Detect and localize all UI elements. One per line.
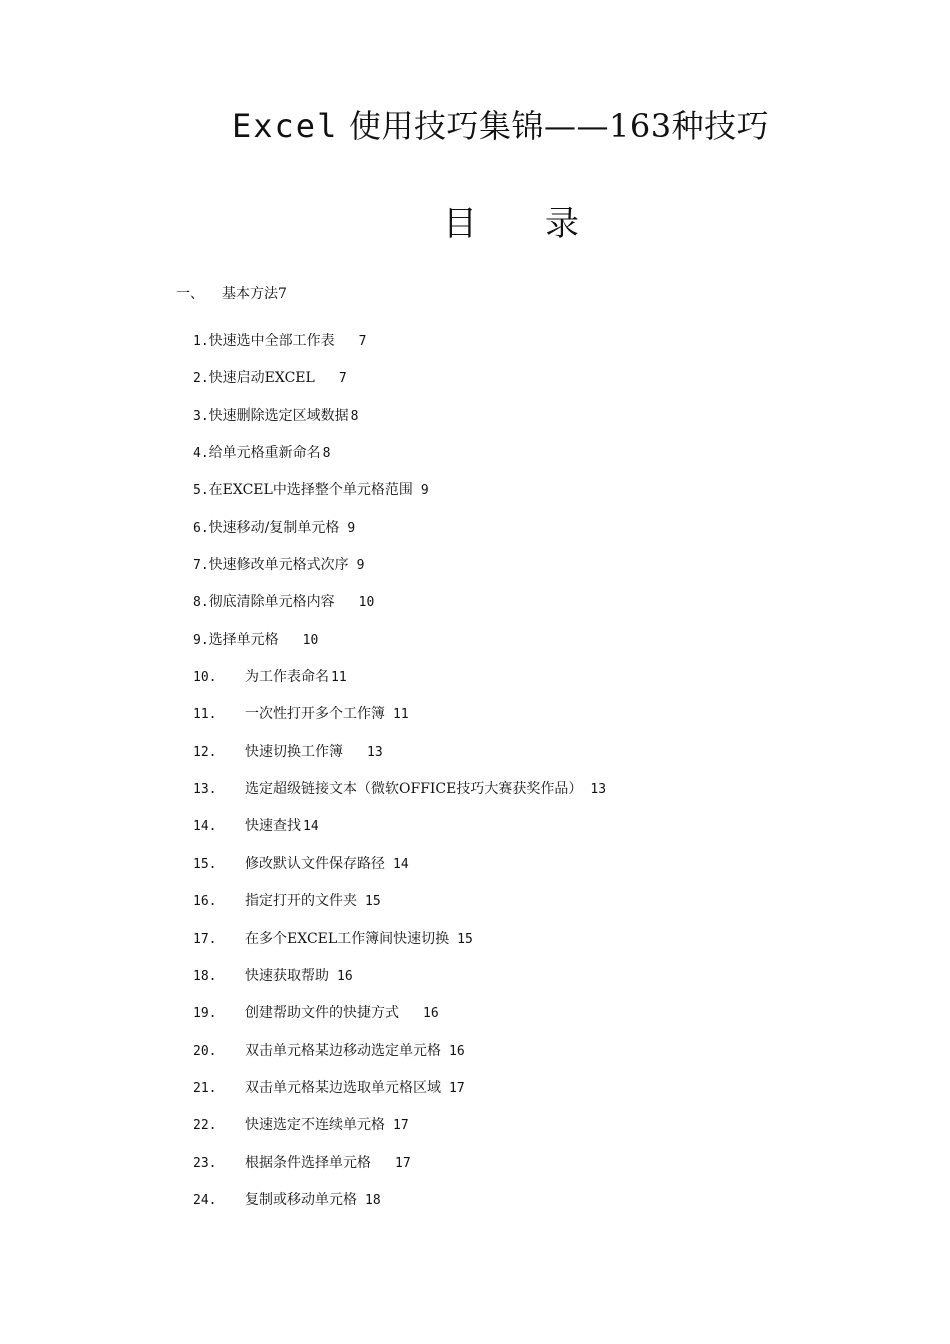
- toc-entry[interactable]: [193, 368, 606, 405]
- toc-entry-page: 16: [337, 968, 353, 984]
- toc-entry[interactable]: [193, 816, 606, 853]
- toc-entry[interactable]: [193, 854, 606, 891]
- toc-entry-text: 快速切换工作簿: [245, 743, 343, 760]
- toc-entry-page: 8: [322, 446, 331, 462]
- toc-entry[interactable]: [193, 1115, 606, 1152]
- toc-entry-page: 17: [393, 1118, 409, 1134]
- toc-entry[interactable]: [193, 331, 606, 368]
- toc-entry-text: 选定超级链接文本（微软OFFICE技巧大赛获奖作品）: [245, 781, 583, 798]
- toc-entry[interactable]: [193, 966, 606, 1003]
- toc-entry-page: 8: [350, 408, 359, 424]
- toc-entry-text: 快速修改单元格式次序: [208, 557, 349, 574]
- document-title-latin: Excel: [232, 107, 339, 145]
- toc-entry[interactable]: [193, 518, 606, 555]
- toc-entry-number: 1.: [193, 334, 209, 349]
- toc-entry-number: 4.: [193, 446, 209, 462]
- toc-entry-text: 选择单元格: [208, 631, 279, 648]
- toc-entry-page: 7: [338, 371, 347, 387]
- toc-entry-page: 15: [365, 894, 381, 910]
- toc-section-number: 一、: [176, 286, 204, 302]
- toc-entry-number: 10.: [193, 670, 217, 686]
- toc-entry[interactable]: [193, 443, 606, 480]
- toc-entry-page: 7: [358, 334, 367, 349]
- toc-entry-number: 18.: [193, 968, 217, 984]
- toc-entry[interactable]: [193, 1078, 606, 1115]
- document-title-cjk: 使用技巧集锦——163种技巧: [349, 107, 770, 145]
- toc-entry[interactable]: [193, 667, 606, 704]
- toc-entry[interactable]: [193, 1153, 606, 1190]
- toc-entry-number: 19.: [193, 1006, 217, 1022]
- toc-entry-text: 给单元格重新命名: [208, 445, 321, 462]
- toc-entry-text: 快速移动/复制单元格: [208, 519, 340, 536]
- toc-entry-number: 21.: [193, 1080, 217, 1096]
- toc-entry-page: 10: [302, 632, 319, 648]
- toc-entry-page: 13: [367, 744, 383, 760]
- toc-entry[interactable]: [193, 779, 606, 816]
- toc-entry-number: 2.: [193, 371, 209, 387]
- toc-entry-page: 9: [356, 558, 365, 574]
- toc-heading-left: 目: [443, 204, 477, 244]
- toc-entry-text: 彻底清除单元格内容: [208, 594, 335, 611]
- toc-entry-text: 快速选定不连续单元格: [245, 1117, 385, 1134]
- toc-entry[interactable]: [193, 406, 606, 443]
- toc-entry-text: 创建帮助文件的快捷方式: [245, 1005, 399, 1022]
- toc-entry-number: 9.: [193, 632, 209, 648]
- toc-entry-page: 9: [420, 483, 429, 499]
- toc-entry-text: 在EXCEL中选择整个单元格范围: [208, 482, 413, 499]
- toc-entry-page: 17: [449, 1080, 465, 1096]
- toc-entry-number: 3.: [193, 408, 209, 424]
- toc-entry-text: 一次性打开多个工作簿: [245, 706, 385, 723]
- toc-entry-text: 双击单元格某边移动选定单元格: [245, 1042, 441, 1059]
- toc-entry-page: 17: [395, 1155, 411, 1171]
- toc-entry-page: 14: [303, 819, 319, 835]
- toc-entry-number: 5.: [193, 483, 209, 499]
- toc-entry[interactable]: [193, 1190, 606, 1227]
- toc-entry[interactable]: [193, 1003, 606, 1040]
- toc-entry-number: 22.: [193, 1118, 217, 1134]
- toc-entry-page: 16: [423, 1006, 439, 1022]
- toc-entry-text: 指定打开的文件夹: [245, 893, 357, 910]
- toc-entry[interactable]: [193, 704, 606, 741]
- toc-entry-text: 双击单元格某边选取单元格区域: [245, 1079, 441, 1096]
- toc-entry-number: 15.: [193, 856, 217, 872]
- toc-entry-number: 17.: [193, 931, 217, 947]
- toc-entry[interactable]: [193, 592, 606, 629]
- toc-entry-text: 为工作表命名: [245, 669, 329, 686]
- toc-entry-number: 12.: [193, 744, 217, 760]
- toc-entry[interactable]: [193, 929, 606, 966]
- toc-entry-number: 7.: [193, 558, 209, 574]
- toc-entry-page: 15: [457, 931, 473, 947]
- toc-entry-text: 快速查找: [245, 818, 301, 835]
- toc-entry-number: 6.: [193, 520, 209, 536]
- toc-entry-number: 14.: [193, 819, 217, 835]
- toc-entry-text: 快速删除选定区域数据: [208, 407, 349, 424]
- toc-entry-text: 修改默认文件保存路径: [245, 855, 385, 872]
- toc-entry-page: 14: [393, 856, 409, 872]
- toc-entry[interactable]: [193, 891, 606, 928]
- toc-entry[interactable]: [193, 630, 606, 667]
- toc-section-label: 基本方法: [222, 286, 278, 302]
- toc-entry-text: 根据条件选择单元格: [245, 1154, 371, 1171]
- toc-entry-number: 8.: [193, 595, 209, 611]
- toc-entry[interactable]: [193, 1041, 606, 1078]
- toc-entry[interactable]: [193, 480, 606, 517]
- toc-entry[interactable]: [193, 555, 606, 592]
- toc-entry-page: 11: [393, 707, 409, 723]
- toc-entry-text: 复制或移动单元格: [245, 1191, 357, 1208]
- toc-entry-number: 24.: [193, 1192, 217, 1208]
- toc-heading-right: 录: [545, 204, 579, 244]
- toc-entry-page: 18: [365, 1192, 381, 1208]
- toc-entry-page: 10: [358, 595, 375, 611]
- toc-entry-number: 23.: [193, 1155, 217, 1171]
- toc-entry-text: 快速获取帮助: [245, 967, 329, 984]
- toc-entry-page: 11: [331, 670, 347, 686]
- toc-section-page: 7: [278, 286, 287, 302]
- toc-section[interactable]: [176, 284, 287, 304]
- toc-entry-number: 13.: [193, 782, 217, 798]
- toc-entry-number: 11.: [193, 707, 217, 723]
- toc-entry[interactable]: [193, 742, 606, 779]
- document-title: [232, 100, 769, 152]
- toc-list: [193, 331, 606, 1227]
- toc-entry-page: 9: [347, 520, 356, 536]
- toc-entry-text: 快速选中全部工作表: [208, 333, 335, 349]
- toc-heading: [443, 198, 579, 250]
- toc-entry-number: 16.: [193, 894, 217, 910]
- toc-entry-page: 13: [590, 782, 607, 798]
- toc-entry-text: 在多个EXCEL工作簿间快速切换: [245, 930, 450, 947]
- toc-entry-number: 20.: [193, 1043, 217, 1059]
- toc-entry-text: 快速启动EXCEL: [208, 370, 315, 387]
- toc-entry-page: 16: [449, 1043, 465, 1059]
